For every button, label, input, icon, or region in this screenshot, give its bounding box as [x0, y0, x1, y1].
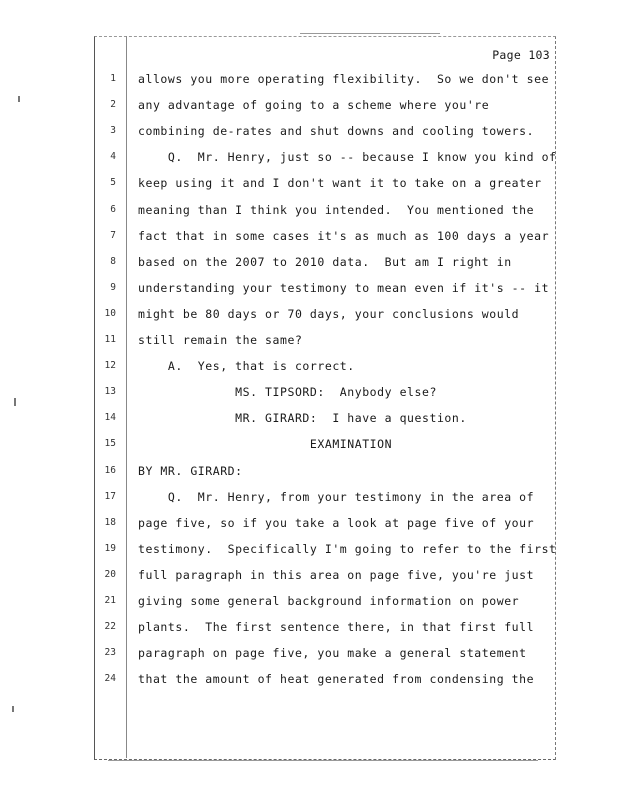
line-number: 3: [110, 125, 116, 137]
transcript-line: [0, 562, 618, 588]
line-number: 14: [104, 412, 116, 424]
line-text: keep using it and I don't want it to take on a greater: [138, 176, 542, 191]
line-text: Q. Mr. Henry, just so -- because I know you kind of: [138, 150, 557, 165]
line-text: MS. TIPSORD: Anybody else?: [138, 385, 437, 400]
transcript-line: [0, 588, 618, 614]
transcript-line: [0, 484, 618, 510]
line-text: testimony. Specifically I'm going to refer to the first: [138, 541, 557, 556]
line-number: 4: [110, 151, 116, 163]
line-text: allows you more operating flexibility. So we don't see: [138, 72, 550, 86]
scan-artifact: [300, 33, 440, 34]
line-text: plants. The first sentence there, in that first full: [138, 620, 535, 635]
transcript-line: [0, 223, 618, 249]
line-text: MR. GIRARD: I have a question.: [138, 411, 467, 426]
transcript-line: [0, 118, 618, 144]
line-number: 21: [104, 595, 116, 606]
line-text: BY MR. GIRARD:: [138, 463, 243, 478]
transcript-line: [0, 379, 618, 405]
line-number: 12: [104, 360, 116, 372]
transcript-line: [0, 327, 618, 353]
line-number: 8: [110, 255, 116, 267]
line-text: fact that in some cases it's as much as 100 days a year: [138, 228, 550, 243]
line-text: meaning than I think you intended. You mentioned the: [138, 202, 535, 217]
transcript-line: [0, 249, 618, 275]
transcript-line: [0, 614, 618, 640]
transcript-line: [0, 405, 618, 431]
line-number: 11: [104, 334, 116, 345]
page-number: Page 103: [492, 48, 550, 62]
line-number: 20: [104, 568, 116, 580]
transcript-line: [0, 144, 618, 170]
transcript-line: [0, 640, 618, 666]
transcript-line: [0, 458, 618, 484]
transcript-line: [0, 197, 618, 223]
line-text: that the amount of heat generated from condensing the: [138, 672, 535, 687]
line-number: 1: [110, 73, 116, 84]
line-text: any advantage of going to a scheme where you're: [138, 98, 490, 113]
line-number: 9: [110, 281, 116, 293]
line-number: 13: [104, 386, 116, 398]
line-number: 7: [110, 229, 116, 241]
margin-mark: [12, 706, 14, 712]
line-number: 18: [104, 516, 116, 528]
transcript-line: [0, 510, 618, 536]
transcript-line: [0, 92, 618, 118]
line-text: still remain the same?: [138, 333, 303, 347]
transcript-line: [0, 431, 618, 457]
line-number: 24: [104, 673, 116, 685]
line-text: combining de-rates and shut downs and cooling towers.: [138, 124, 535, 139]
line-text: based on the 2007 to 2010 data. But am I right in: [138, 254, 512, 269]
transcript-line: [0, 275, 618, 301]
line-number: 2: [110, 99, 116, 111]
transcript-line: [0, 301, 618, 327]
transcript-line: [0, 353, 618, 379]
line-number: 5: [110, 177, 116, 189]
transcript-line: [0, 170, 618, 196]
line-text: giving some general background information on power: [138, 594, 520, 608]
line-number: 15: [104, 438, 116, 450]
transcript-line: [0, 66, 618, 92]
line-number: 6: [110, 203, 116, 215]
line-text: paragraph on page five, you make a general statement: [138, 646, 527, 661]
transcript-line: [0, 536, 618, 562]
line-number: 16: [104, 464, 116, 476]
line-number: 19: [104, 542, 116, 554]
line-text: full paragraph in this area on page five, you're just: [138, 567, 535, 582]
line-text: A. Yes, that is correct.: [138, 359, 355, 374]
line-text: page five, so if you take a look at page five of your: [138, 515, 535, 530]
line-number: 22: [104, 621, 116, 633]
transcript-line: [0, 666, 618, 692]
line-number: 23: [104, 647, 116, 659]
line-text: Q. Mr. Henry, from your testimony in the area of: [138, 489, 535, 504]
line-number: 10: [104, 307, 116, 319]
line-number: 17: [104, 490, 116, 502]
scan-artifact: [108, 760, 538, 761]
line-text: might be 80 days or 70 days, your conclusions would: [138, 306, 520, 321]
line-text: understanding your testimony to mean even if it's -- it: [138, 280, 550, 295]
line-text: EXAMINATION: [138, 437, 393, 452]
